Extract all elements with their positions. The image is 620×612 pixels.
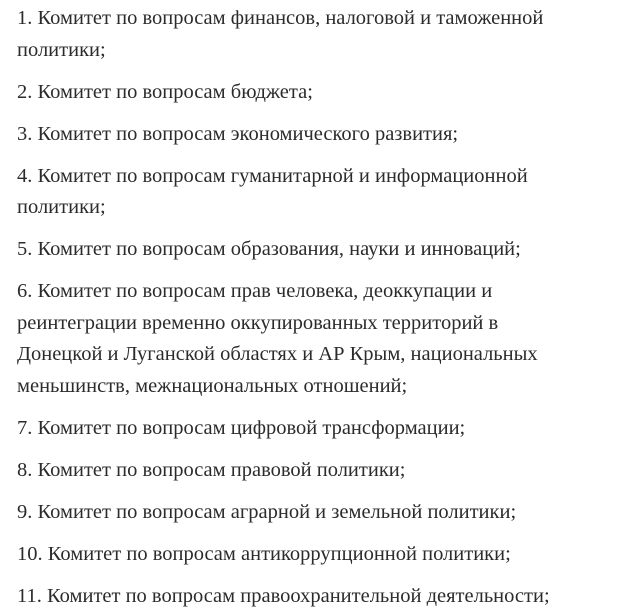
list-item-8: [17, 455, 614, 487]
list-item-line: 11. Комитет по вопросам правоохранительной деятельности;: [17, 584, 550, 607]
list-item-line: 4. Комитет по вопросам гуманитарной и информационной: [17, 164, 528, 187]
list-item-line: 7. Комитет по вопросам цифровой трансформации;: [17, 416, 466, 439]
list-item-10: [17, 539, 614, 571]
list-item-line: 3. Комитет по вопросам экономического развития;: [17, 122, 459, 145]
list-item-2: [17, 77, 614, 109]
list-item-line: 8. Комитет по вопросам правовой политики;: [17, 458, 406, 481]
list-item-1: [17, 3, 614, 66]
list-item-11: [17, 581, 614, 612]
list-item-line: политики;: [17, 196, 106, 218]
list-item-line: 5. Комитет по вопросам образования, науки и инноваций;: [17, 238, 521, 260]
list-item-line: 10. Комитет по вопросам антикоррупционной политики;: [17, 542, 511, 565]
list-item-9: [17, 497, 614, 529]
list-item-3: [17, 119, 614, 151]
list-item-line: 6. Комитет по вопросам прав человека, деоккупации и: [17, 280, 493, 302]
list-item-4: [17, 161, 614, 224]
list-item-5: [17, 234, 614, 266]
list-item-7: [17, 413, 614, 445]
list-item-line: 9. Комитет по вопросам аграрной и земельной политики;: [17, 500, 517, 523]
list-item-6: [17, 276, 614, 402]
list-item-line: 2. Комитет по вопросам бюджета;: [17, 80, 313, 103]
list-item-line: 1. Комитет по вопросам финансов, налоговой и таможенной: [17, 7, 544, 29]
list-item-line: меньшинств, межнациональных отношений;: [17, 374, 408, 397]
list-item-line: Донецкой и Луганской областях и АР Крым, национальных: [17, 343, 538, 365]
list-item-line: политики;: [17, 38, 106, 61]
list-item-line: реинтеграции временно оккупированных территорий в: [17, 311, 499, 334]
